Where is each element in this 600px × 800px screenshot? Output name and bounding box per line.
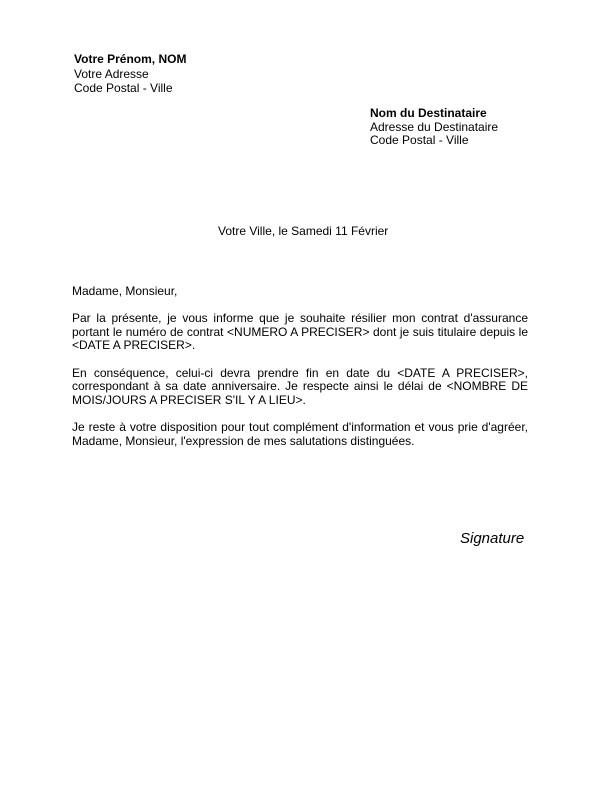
sender-postal-city: Code Postal - Ville: [74, 81, 173, 95]
date-line: Votre Ville, le Samedi 11 Février: [218, 224, 389, 238]
recipient-name: Nom du Destinataire: [370, 106, 487, 120]
recipient-postal-city: Code Postal - Ville: [370, 133, 469, 148]
sender-block: [74, 52, 186, 96]
recipient-address: Adresse du Destinataire: [370, 119, 499, 134]
paragraph-1: Par la présente, je vous informe que je souhaite résilier mon contrat d'assurance portant le numéro de contrat <NUMERO A PRECISER> dont je suis titulaire depuis le <DATE A PRECISER>.: [72, 311, 528, 353]
salutation: Madame, Monsieur,: [72, 284, 178, 298]
sender-address: Votre Adresse: [74, 66, 149, 81]
paragraph-3: Je reste à votre disposition pour tout complément d'information et vous prie d'agréer, Madame, Monsieur, l'expression de mes salutations distinguées.: [72, 419, 528, 448]
paragraph-2: En conséquence, celui-ci devra prendre fin en date du <DATE A PRECISER>, correspondant à sa date anniversaire. Je respecte ainsi le délai de <NOMBRE DE MOIS/JOURS A PRECISER S'IL Y A LIEU>.: [72, 365, 528, 407]
recipient-block: [370, 107, 498, 148]
letter-body: [72, 285, 528, 462]
sender-name: Votre Prénom, NOM: [74, 52, 187, 66]
signature-label: Signature: [460, 530, 525, 547]
